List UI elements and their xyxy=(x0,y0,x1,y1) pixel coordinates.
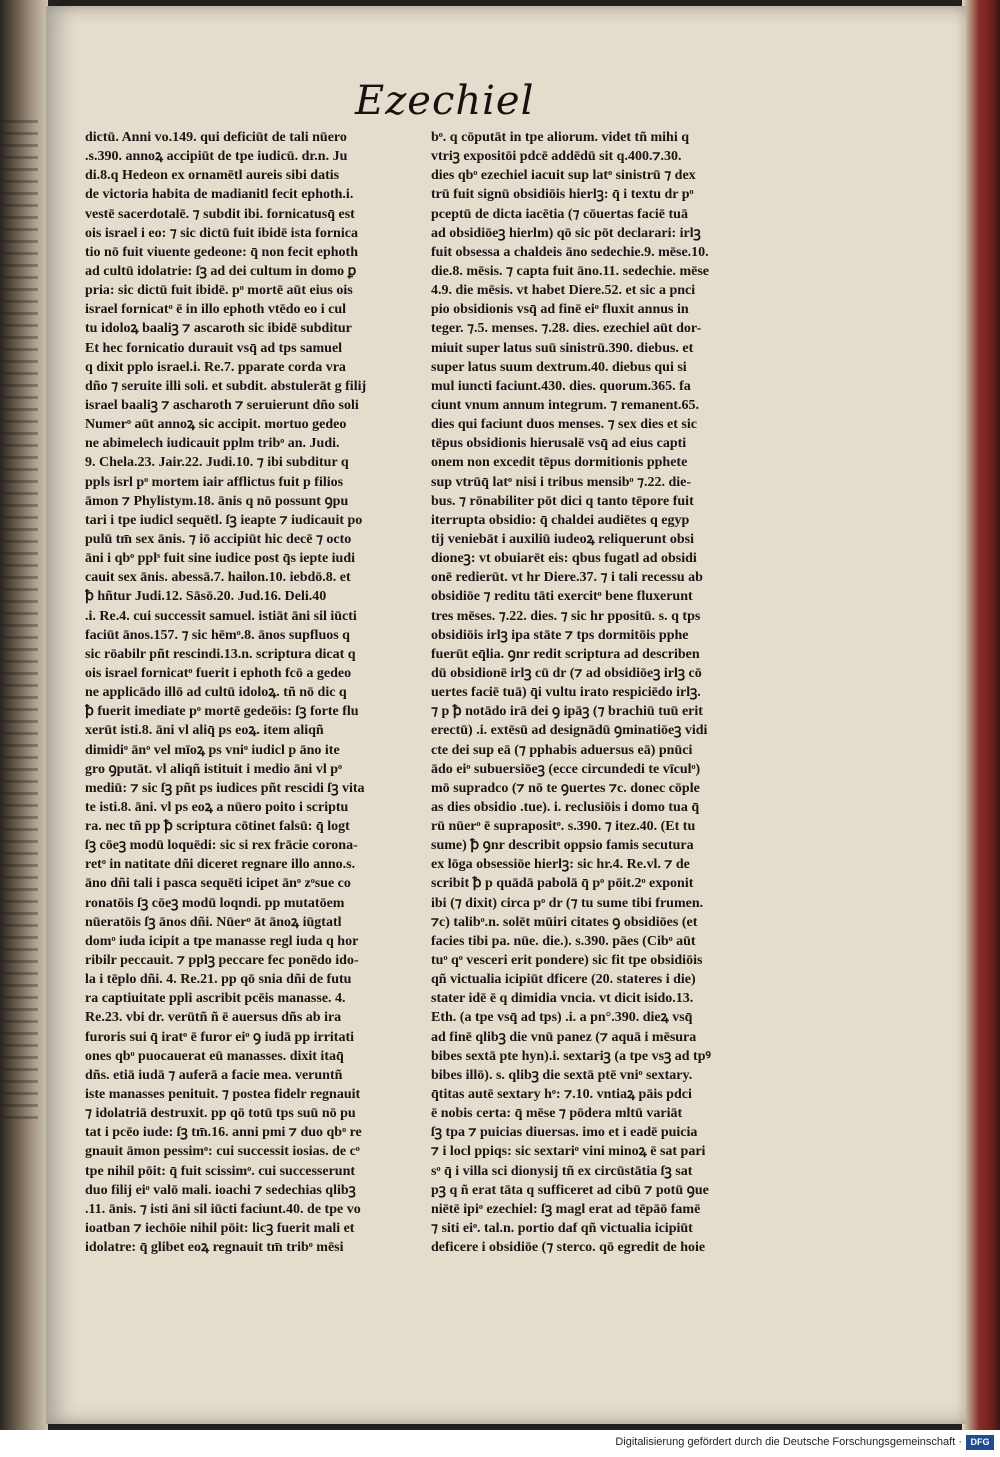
text-line: xerūt isti.8. āni vl aliq̄ ps eoꝝ. item aliqñ xyxy=(85,723,324,739)
text-line: iste manasses penituit. ⁊ postea fidelr regnauit xyxy=(85,1087,361,1103)
text-line: dioneꝫ: vt obuiarēt eis: qbus fugatl ad obsidi xyxy=(431,551,697,567)
text-line: tēpus obsidionis hierusalē vsq̄ ad eius capti xyxy=(431,436,687,452)
text-line: israel baaliꝫ ⁊ ascharoth ⁊ seruierunt dño soli xyxy=(85,397,359,413)
text-line: dñs. etiā iudā ⁊ auferā a facie mea. veruntñ xyxy=(85,1067,343,1083)
text-line: q dixit pplo israel.i. Re.7. pparate corda vra xyxy=(85,359,346,375)
text-line: qñ victualia icipiūt dficere (20. stateres i die) xyxy=(431,972,696,988)
text-line: sᵒ q̄ i villa sci dionysij tñ ex circūstātia ſꝫ sat xyxy=(431,1163,693,1179)
text-line: gnauit āmon pessimᵒ: cui successit iosias. de cᵒ xyxy=(85,1144,360,1160)
text-line: dies qbᵒ ezechiel iacuit sup latᵒ sinistrū ⁊ dex xyxy=(431,168,696,184)
text-line: rū nūerᵒ ē suprapositᵒ. s.390. ⁊ itez.40. (Et tu xyxy=(431,819,696,835)
text-line: obsidiōe ⁊ reditu tāti exercitᵒ bene fluxerunt xyxy=(431,589,693,605)
text-line: furoris sui q̄ iratᵒ ē furor eiᵒ ꝯ iudā pp irritati xyxy=(85,1029,355,1045)
text-line: dū obsidionē irlꝫ cū dr (⁊ ad obsidiōeꝫ irlꝫ cō xyxy=(431,665,702,681)
text-line: ⁊ idolatriā destruxit. pp qō totū tps suū nō pu xyxy=(85,1106,356,1122)
text-line: ibi (⁊ dixit) circa pᵒ dr (⁊ tu sume tibi frumen. xyxy=(431,895,704,911)
text-line: .11. ānis. ⁊ isti āni sil iūcti faciunt.40. de tpe vo xyxy=(85,1201,361,1217)
text-line: ra captiuitate ppli ascribit pcēis manasse. 4. xyxy=(85,991,346,1007)
text-line: ⁊ i locl ppiqs: sic sextariᵒ vini minoꝝ ē sat pari xyxy=(431,1144,706,1160)
text-line: mediū: ⁊ sic ſꝫ pñt ps iudices pñt rescidi ſꝫ vita xyxy=(85,780,365,796)
text-line: cauit sex ānis. abessā.7. hailon.10. iebdō.8. et xyxy=(85,570,351,586)
text-line: ribilr peccauit. ⁊ pplꝫ peccare fec ponēdo ido- xyxy=(85,953,359,969)
text-line: cte dei sup eā (⁊ pphabis aduersus eā) pnūci xyxy=(431,742,693,758)
footer-credit-text: Digitalisierung gefördert durch die Deutsche Forschungsgemeinschaft · xyxy=(615,1436,962,1448)
footer-bar xyxy=(0,1430,1000,1457)
text-line: facies tibi pa. nūe. die.). s.390. pāes (Cibᵒ aūt xyxy=(431,933,696,949)
text-line: niētē ipiᵒ ezechiel: ſꝫ magl erat ad tēpāō famē xyxy=(431,1201,701,1217)
dfg-logo-text: DFG xyxy=(970,1437,990,1447)
text-line: di.8.q Hedeon ex ornamētl aureis sibi datis xyxy=(85,168,340,184)
text-line: ſꝫ cōeꝫ modū loquēdi: sic si rex frācie corona- xyxy=(85,838,358,854)
text-line: sume) ꝥ ꝯnr describit oppsio famis secutura xyxy=(431,838,694,854)
text-line: ⁊ p ꝥ notādo irā dei ꝯ ipāꝫ (⁊ brachiū tuū erit xyxy=(431,704,703,720)
text-line: ē nobis certa: q̄ mēse ⁊ pōdera mltū variāt xyxy=(431,1106,683,1122)
text-line: ne abimelech iudicauit pplm tribᵒ an. Judi. xyxy=(85,436,340,452)
text-line: fuerūt eq̄lia. ꝯnr redit scriptura ad describen xyxy=(431,646,700,662)
text-line: pulū tm̄ sex ānis. ⁊ iō accipiūt hic decē ⁊ octo xyxy=(85,531,352,547)
text-line: bibes illō). s. qlibꝫ die sextā ptē vniᵒ sextary. xyxy=(431,1067,693,1083)
text-line: ⁊c) talibᵒ.n. solēt mūiri citates ꝯ obsidiōes (et xyxy=(431,914,698,930)
text-line: ādo eiᵒ subuersiōeꝫ (ecce circundedi te vīculᵒ) xyxy=(431,761,701,777)
text-line: mō supradco (⁊ nō te ꝯuertes ⁊c. donec cōple xyxy=(431,780,700,796)
text-line: onē redierūt. vt hr Diere.37. ⁊ i tali recessu ab xyxy=(431,570,703,586)
text-line: israel fornicatᵒ ē in illo ephoth vtēdo eo i cul xyxy=(85,302,347,318)
text-line: erectū) .i. extēsū ad designādū ꝯminatiōeꝫ vidi xyxy=(431,723,708,739)
right-text-column xyxy=(431,128,767,1257)
text-line: pio obsidionis vsq̄ ad finē eiᵒ fluxit annus in xyxy=(431,302,689,318)
text-line: bibes sextā pte hyn).i. sextariꝫ (a tpe vsꝫ ad tpꝰ xyxy=(431,1048,711,1064)
text-line: idolatre: q̄ glibet eoꝝ regnauit tm̄ tribᵒ mēsi xyxy=(85,1240,344,1256)
text-line: .s.390. annoꝝ accipiūt de tpe iudicū. dr.n. Ju xyxy=(85,149,348,165)
text-line: q̄titas autē sextary hᵒ: ⁊.10. vntiaꝝ pāis pdci xyxy=(431,1087,692,1103)
text-line: dies qui faciunt duos menses. ⁊ sex dies et sic xyxy=(431,417,697,433)
text-line: ciunt vnum annum integrum. ⁊ remanent.65. xyxy=(431,397,700,413)
text-line: teger. ⁊.5. menses. ⁊.28. dies. ezechiel aūt dor- xyxy=(431,321,702,337)
text-line: trū fuit signū obsidiōis hierlꝫ: q̄ i textu dr pᵒ xyxy=(431,187,694,203)
text-line: as dies obsidio .tue). i. reclusiōis i domo tua q̄ xyxy=(431,799,700,815)
text-line: duo filij eiᵒ valō mali. ioachi ⁊ sedechias qlibꝫ xyxy=(85,1182,356,1198)
text-line: vestē sacerdotalē. ⁊ subdit ibi. fornicatusq̄ est xyxy=(85,206,355,222)
text-line: 4.9. die mēsis. vt habet Diere.52. et sic a pnci xyxy=(431,283,696,299)
text-line: ⁊ siti eiᵒ. tal.n. portio daf qñ victualia icipiūt xyxy=(431,1221,693,1237)
text-line: de victoria habita de madianitl fecit ephoth.i. xyxy=(85,187,354,203)
text-line: tpe nihil pōit: q̄ fuit scissimᵒ. cui successerunt xyxy=(85,1163,356,1179)
text-line: ones qbᵒ puocauerat eū manasses. dixit itaq̄ xyxy=(85,1048,344,1064)
text-line: te isti.8. āni. vl ps eoꝝ a nūero poito i scriptu xyxy=(85,799,349,815)
text-line: die.8. mēsis. ⁊ capta fuit āno.11. sedechie. mēse xyxy=(431,263,709,279)
text-line: Re.23. vbi dr. verūtñ ñ ē auersus dñs ab ira xyxy=(85,1010,342,1026)
text-line: ronatōis ſꝫ cōeꝫ modū loqndi. pp mutatōem xyxy=(85,895,345,911)
text-line: ppls isrl pᵒ mortem iair afflictus fuit p filios xyxy=(85,474,344,490)
text-line: āni i qbᵒ pplˢ fuit sine iudice post q̄s iepte iudi xyxy=(85,551,356,567)
text-line: ad obsidiōeꝫ hierlm) qō sic pōt declarari: irlꝫ xyxy=(431,225,701,241)
text-line: pria: sic dictū fuit ibidē. pᵒ mortē aūt eius ois xyxy=(85,283,353,299)
text-line: 9. Chela.23. Jair.22. Judi.10. ⁊ ibi subditur q xyxy=(85,455,349,471)
text-line: sup vtrūq̄ latᵒ nisi i tribus mensibᵒ ⁊.22. die- xyxy=(431,474,692,490)
text-line: la i tēplo dñi. 4. Re.21. pp qō snia dñi de futu xyxy=(85,972,352,988)
text-line: ra. nec tñ pp ꝥ scriptura cōtinet falsū: q̄ logt xyxy=(85,819,350,835)
text-line: ad finē qlibꝫ die vnū panez (⁊ aquā i mēsura xyxy=(431,1029,697,1045)
text-line: dño ⁊ seruite illi soli. et subdit. abstulerāt g filij xyxy=(85,378,367,394)
text-line: āno dñi tali i pasca sequēti icipet ānᵒ zᵒsue co xyxy=(85,876,351,892)
text-line: dimidiᵒ ānᵒ vel mīoꝝ ps vniᵒ iudicl p āno ite xyxy=(85,742,340,758)
text-line: retᵒ in natitate dñi diceret regnare illo anno.s. xyxy=(85,857,356,873)
text-line: deficere i obsidiōe (⁊ sterco. qō egredit de hoie xyxy=(431,1240,706,1256)
text-line: tari i tpe iudicl sequētl. ſꝫ ieapte ⁊ iudicauit po xyxy=(85,512,363,528)
text-line: bᵒ. q cōputāt in tpe aliorum. videt tñ mihi q xyxy=(431,130,689,145)
text-line: domᵒ iuda icipit a tpe manasse regl iuda q hor xyxy=(85,933,359,949)
text-line: ſꝫ tpa ⁊ puicias diuersas. imo et i eadē puicia xyxy=(431,1125,698,1141)
text-line: gro ꝯputāt. vl aliqñ istituit i medio āni vl pᵒ xyxy=(85,761,343,777)
text-line: scribit ꝥ p quādā pabolā q̄ pᵒ pōit.2ᵒ exponit xyxy=(431,876,694,892)
text-line: pceptū de dicta iacētia (⁊ cōuertas faciē tuā xyxy=(431,206,688,222)
text-line: fuit obsessa a chaldeis āno sedechie.9. mēse.10. xyxy=(431,244,709,260)
text-line: ꝥ fuerit imediate pᵒ mortē gedeōis: ſꝫ forte flu xyxy=(85,704,359,720)
dfg-logo xyxy=(966,1435,994,1450)
text-line: obsidiōis irlꝫ ipa stāte ⁊ tps dormitōis pphe xyxy=(431,627,689,643)
text-line: tio nō fuit viuente gedeone: q̄ non fecit ephoth xyxy=(85,244,358,260)
text-line: bus. ⁊ rōnabiliter pōt dici q tanto tēpore fuit xyxy=(431,493,694,509)
text-line: ad cultū idolatrie: ſꝫ ad dei cultum in domo ꝑ xyxy=(85,263,357,279)
text-line: ois israel fornicatᵒ fuerit i ephoth fcō a gedeo xyxy=(85,665,352,681)
text-line: super latus suum dextrum.40. diebus qui si xyxy=(431,359,687,375)
text-line: .i. Re.4. cui successit samuel. istiāt āni sil iūcti xyxy=(85,608,357,624)
text-line: dictū. Anni vo.149. qui deficiūt de tali nūero xyxy=(85,130,347,145)
text-line: stater idē ē q dimidia vncia. vt dicit isido.13. xyxy=(431,991,694,1007)
text-line: miuit super latus suū sinistrū.390. diebus. et xyxy=(431,340,694,356)
text-line: onem non excedit tēpus dormitionis pphete xyxy=(431,455,688,471)
text-line: tuᵒ qᵒ vesceri erit pondere) sic fit tpe obsidiōis xyxy=(431,953,703,969)
text-line: Et hec fornicatio durauit vsq̄ ad tps samuel xyxy=(85,340,343,356)
red-book-edge xyxy=(962,0,1000,1430)
text-line: uertes faciē tuā) q̄i vultu irato respiciēdo irlꝫ. xyxy=(431,685,701,701)
text-line: tat i pcēo iude: ſꝫ tm̄.16. anni pmi ⁊ duo qbᵒ re xyxy=(85,1125,362,1141)
text-line: ne applicādo illō ad cultū idoloꝝ. tñ nō dic q xyxy=(85,685,347,701)
text-line: tres mēses. ⁊.22. dies. ⁊ sic hr ppositū. s. q tps xyxy=(431,608,701,624)
text-line: ioatban ⁊ iechōie nihil pōit: licꝫ fuerit mali et xyxy=(85,1221,355,1237)
text-line: mul iuncti faciunt.430. dies. quorum.365. fa xyxy=(431,378,691,394)
text-line: Numerᵒ aūt annoꝝ sic accipit. mortuo gedeo xyxy=(85,417,347,433)
text-line: tij veniebāt i auxiliū iudeoꝝ reliquerunt obsi xyxy=(431,531,694,547)
text-line: ois israel i eo: ⁊ sic dictū fuit ibidē ista fornica xyxy=(85,225,358,241)
text-line: āmon ⁊ Phylistym.18. ānis q nō possunt ꝯpu xyxy=(85,493,349,509)
text-line: ex lōga obsessiōe hierlꝫ: sic hr.4. Re.vl. ⁊ de xyxy=(431,857,690,873)
text-line: sic rōabilr pñt rescindi.13.n. scriptura dicat q xyxy=(85,646,356,662)
text-line: iterrupta obsidio: q̄ chaldei audiētes q egyp xyxy=(431,512,690,528)
text-line: pꝫ q ñ erat tāta q sufficeret ad cibū ⁊ potū ꝯue xyxy=(431,1182,709,1198)
text-line: vtriꝫ expositōi pdcē addēdū sit q.400.⁊.30. xyxy=(431,149,682,165)
text-line: ꝥ hñtur Judi.12. Sāsō.20. Jud.16. Deli.40 xyxy=(85,589,327,605)
page-title: Ezechiel xyxy=(355,78,535,124)
text-line: Eth. (a tpe vsq̄ ad tps) .i. a pn°.390. dieꝝ vsq̄ xyxy=(431,1010,693,1026)
text-line: nūeratōis ſꝫ ānos dñi. Nūerᵒ āt ānoꝝ iūgtatl xyxy=(85,914,342,930)
left-page-text-strip xyxy=(2,120,38,1120)
text-line: faciūt ānos.157. ⁊ sic hēmᵒ.8. ānos supfluos q xyxy=(85,627,350,643)
text-line: tu idoloꝝ baaliꝫ ⁊ ascaroth sic ibidē subditur xyxy=(85,321,352,337)
left-text-column xyxy=(85,128,417,1257)
